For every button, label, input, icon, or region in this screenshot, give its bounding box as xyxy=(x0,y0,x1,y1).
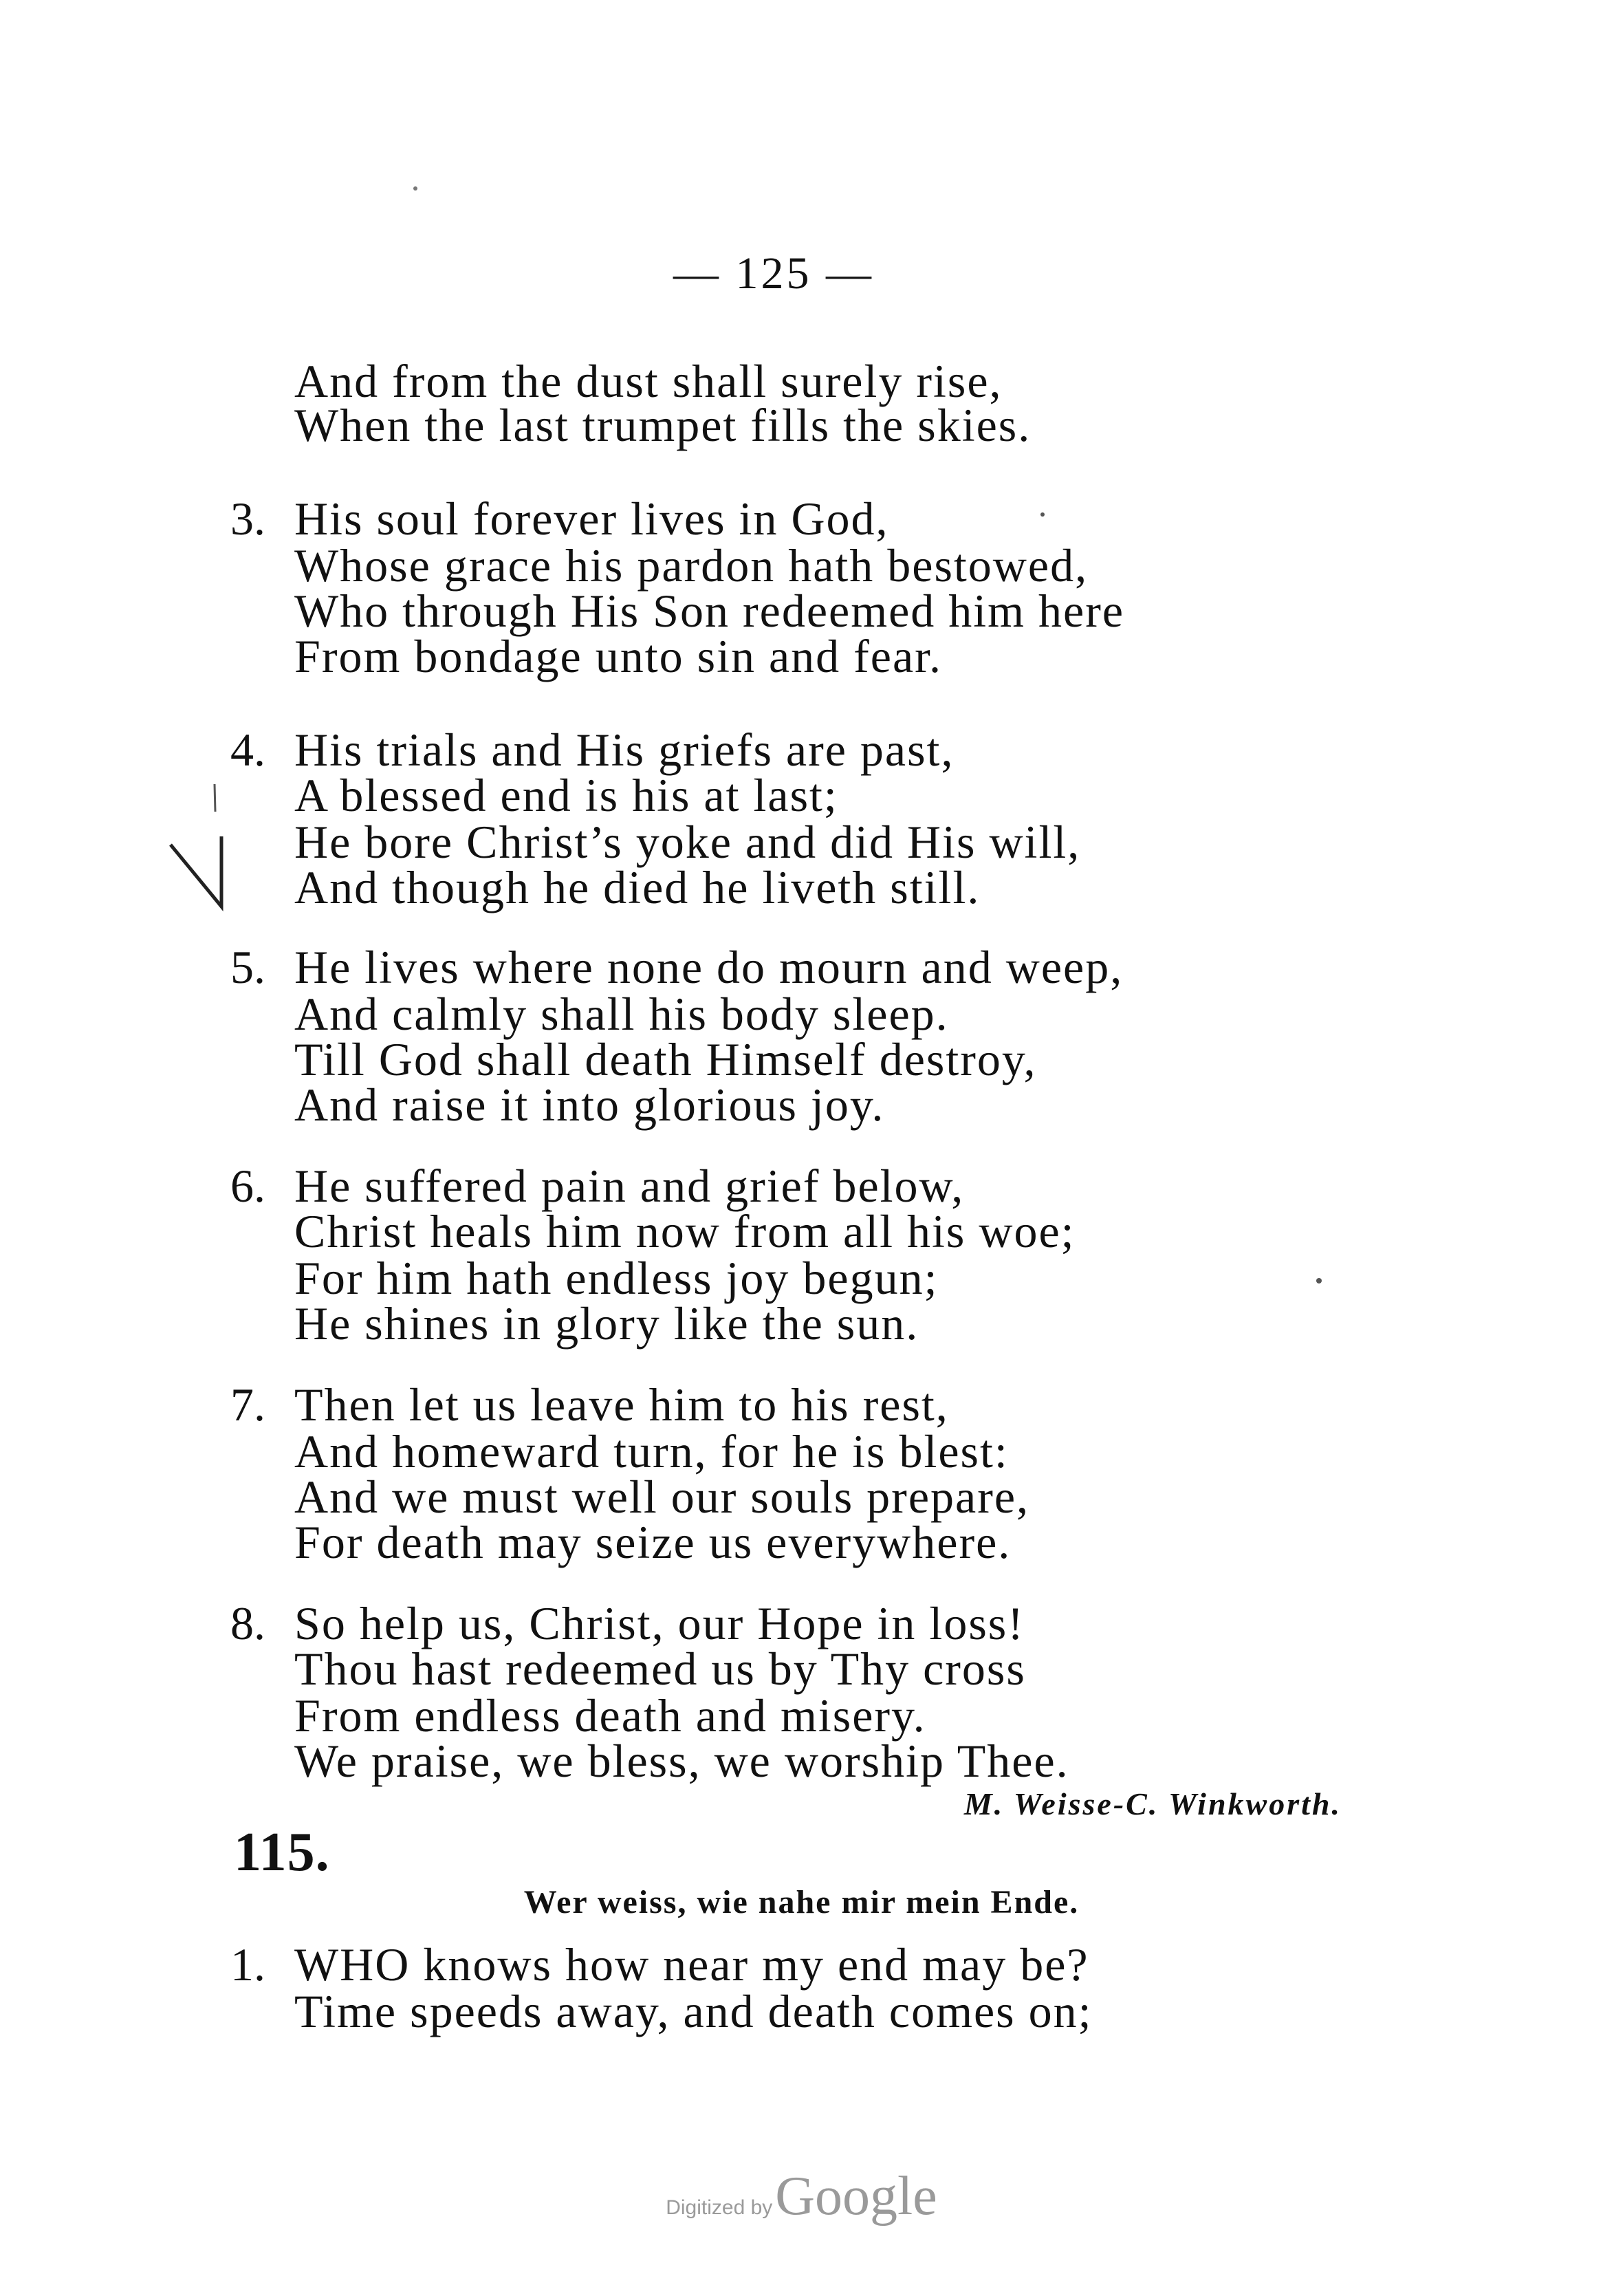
verse-line: And though he died he liveth still. xyxy=(294,861,981,913)
verse-line: And we must well our souls prepare, xyxy=(294,1471,1030,1523)
verse-line: And calmly shall his body sleep. xyxy=(294,988,949,1040)
stanza-number: 5. xyxy=(230,941,265,993)
digitized-footer xyxy=(0,2165,1603,2228)
verse-line: And raise it into glorious joy. xyxy=(294,1079,885,1131)
stanza-number: 4. xyxy=(230,724,265,776)
verse-line: And homeward turn, for he is blest: xyxy=(294,1425,1009,1477)
verse-line: From endless death and misery. xyxy=(294,1689,926,1742)
verse-line: Then let us leave him to his rest, xyxy=(294,1378,949,1431)
verse-line: Who through His Son redeemed him here xyxy=(294,585,1125,637)
tune-title: Wer weiss, wie nahe mir mein Ende. xyxy=(523,1884,1080,1920)
verse-line: He suffered pain and grief below, xyxy=(294,1160,965,1212)
hymn-number: 115. xyxy=(234,1822,330,1883)
stanza-number: 6. xyxy=(230,1160,265,1212)
stanza-number: 7. xyxy=(230,1378,265,1431)
verse-line: Christ heals him now from all his woe; xyxy=(294,1205,1076,1257)
verse-line: For him hath endless joy begun; xyxy=(294,1252,939,1304)
verse-line: We praise, we bless, we worship Thee. xyxy=(294,1735,1069,1787)
attribution: M. Weisse-C. Winkworth. xyxy=(963,1786,1342,1821)
stanza-number: 3. xyxy=(230,492,265,545)
verse-line: Till God shall death Himself destroy, xyxy=(294,1033,1037,1085)
stanza-number: 1. xyxy=(230,1938,265,1991)
verse-line: He lives where none do mourn and weep, xyxy=(294,941,1124,993)
verse-line: From bondage unto sin and fear. xyxy=(294,630,943,682)
verse-line: WHO knows how near my end may be? xyxy=(294,1938,1089,1991)
verse-line: When the last trumpet fills the skies. xyxy=(294,399,1032,451)
verse-line: Whose grace his pardon hath bestowed, xyxy=(294,539,1089,592)
verse-line: His soul forever lives in God, xyxy=(294,492,889,545)
verse-line: For death may seize us everywhere. xyxy=(294,1516,1012,1568)
verse-line: A blessed end is his at last; xyxy=(294,769,838,821)
verse-line: He bore Christ’s yoke and did His will, xyxy=(294,816,1081,868)
verse-line: He shines in glory like the sun. xyxy=(294,1297,919,1350)
verse-line: Thou hast redeemed us by Thy cross xyxy=(294,1643,1026,1695)
verse-line: So help us, Christ, our Hope in loss! xyxy=(294,1597,1025,1649)
verse-line: His trials and His griefs are past, xyxy=(294,724,955,776)
verse-line: Time speeds away, and death comes on; xyxy=(294,1985,1093,2037)
stanza-number: 8. xyxy=(230,1597,265,1649)
verse-line: And from the dust shall surely rise, xyxy=(294,355,1003,407)
footer-prefix: Digitized by xyxy=(666,2196,773,2219)
google-logo: Google xyxy=(775,2166,937,2227)
page-number: — 125 — xyxy=(673,248,874,299)
